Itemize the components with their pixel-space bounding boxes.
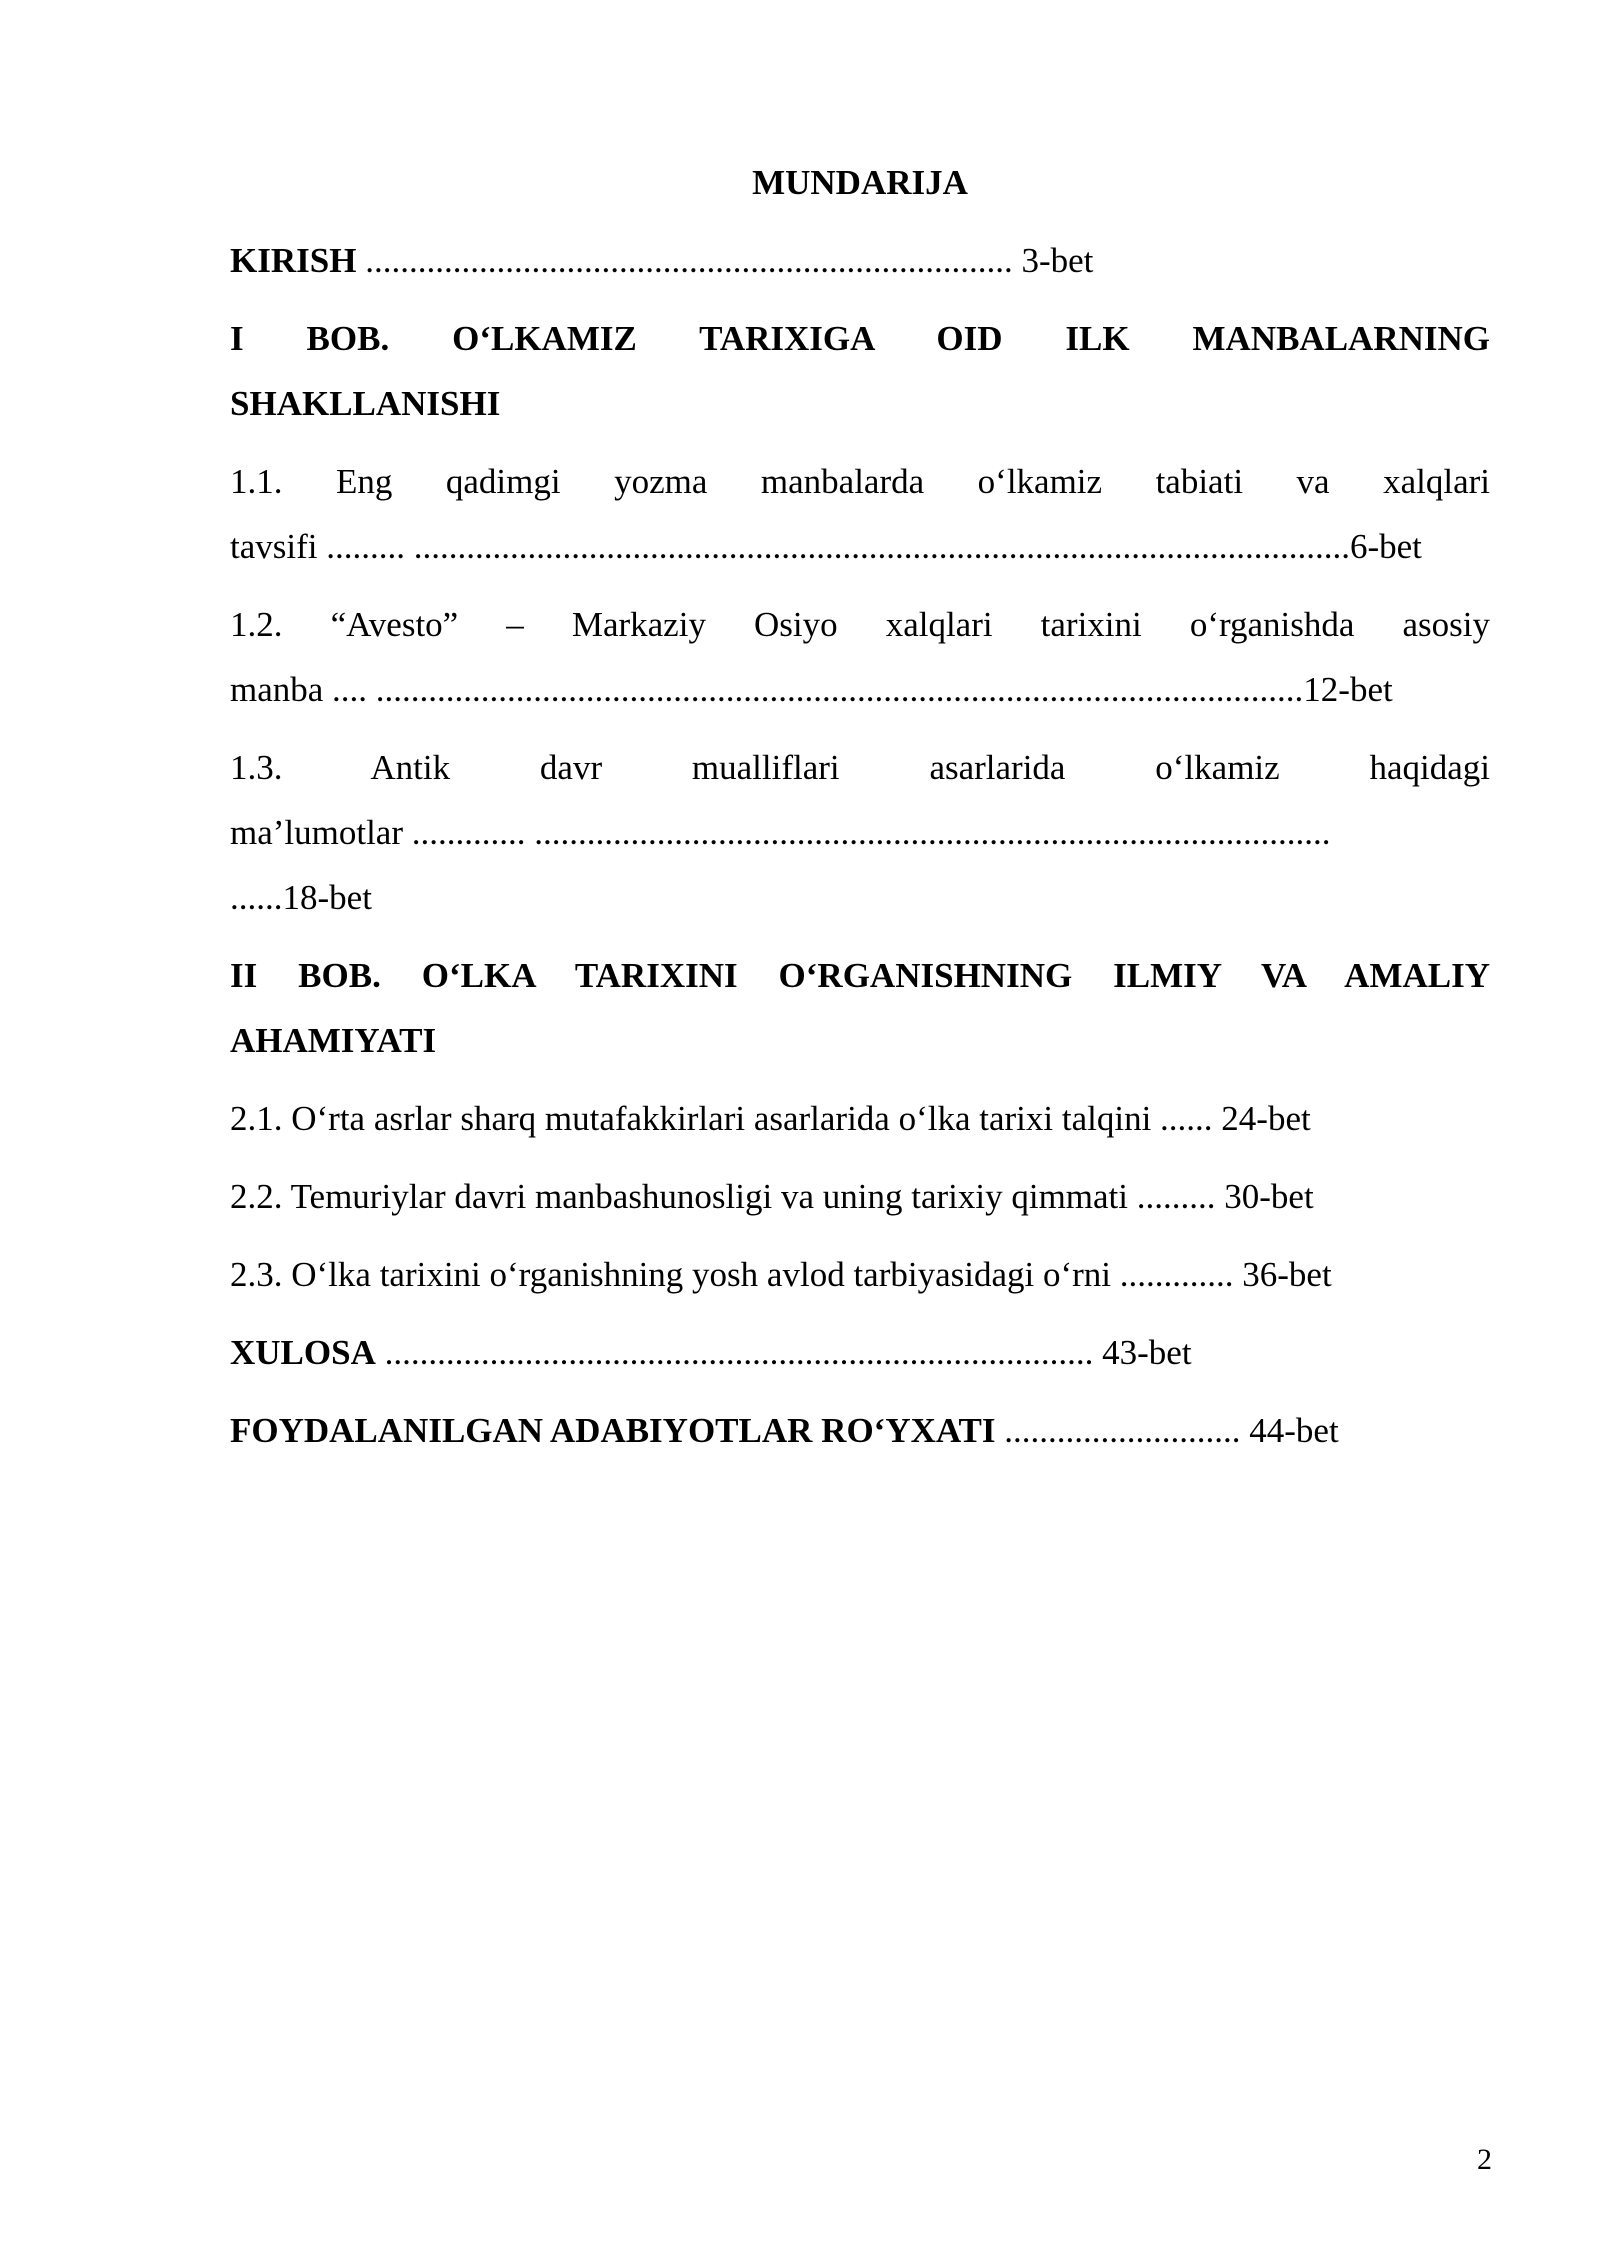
toc-leader-dots: ........................... — [995, 1411, 1241, 1450]
toc-entry-label: XULOSA — [230, 1333, 376, 1372]
toc-section-line: 1.3. Antik davr mualliflari asarlarida o‘lkamiz haqidagi — [230, 748, 1490, 787]
toc-section-2-3: 2.3. O‘lka tarixini o‘rganishning yosh avlod tarbiyasidagi o‘rni ............. 36-bet — [230, 1255, 1332, 1294]
toc-chapter-2 — [230, 943, 1490, 1073]
toc-title: MUNDARIJA — [752, 163, 968, 202]
toc-section-1-3 — [230, 735, 1490, 930]
toc-section-line: manba .... ..........................................................................................................12-bet — [230, 670, 1393, 709]
toc-section-line: tavsifi ......... ...........................................................................................................6-bet — [230, 527, 1422, 566]
toc-entry-kirish — [230, 228, 1490, 293]
toc-chapter-1 — [230, 306, 1490, 436]
toc-section-1-2 — [230, 592, 1490, 722]
table-of-contents — [230, 150, 1490, 1476]
toc-page-ref: 44-bet — [1240, 1411, 1339, 1450]
toc-entry-label: KIRISH — [230, 241, 357, 280]
toc-chapter-line: I BOB. O‘LKAMIZ TARIXIGA OID ILK MANBALARNING — [230, 319, 1490, 358]
toc-entry-adabiyotlar — [230, 1398, 1490, 1463]
page-number: 2 — [1477, 2143, 1492, 2176]
toc-entry-label: FOYDALANILGAN ADABIYOTLAR RO‘YXATI — [230, 1411, 996, 1450]
toc-section-line: 1.2. “Avesto” – Markaziy Osiyo xalqlari tarixini o‘rganishda asosiy — [230, 605, 1490, 644]
toc-section-2-1: 2.1. O‘rta asrlar sharq mutafakkirlari asarlarida o‘lka tarixi talqini ...... 24-bet — [230, 1099, 1311, 1138]
toc-page-ref: 3-bet — [1012, 241, 1094, 280]
toc-leader-dots: ................................................................................. — [375, 1333, 1094, 1372]
toc-section-2-2: 2.2. Temuriylar davri manbashunosligi va uning tarixiy qimmati ......... 30-bet — [230, 1177, 1314, 1216]
toc-page-ref: 43-bet — [1093, 1333, 1192, 1372]
toc-section-1-1 — [230, 449, 1490, 579]
toc-section-line: ma’lumotlar ............. ........................................................................................... — [230, 813, 1331, 852]
toc-chapter-line: SHAKLLANISHI — [230, 384, 501, 423]
toc-chapter-line: AHAMIYATI — [230, 1021, 437, 1060]
toc-section-line: 1.1. Eng qadimgi yozma manbalarda o‘lkamiz tabiati va xalqlari — [230, 462, 1490, 501]
toc-section-line: ......18-bet — [230, 878, 372, 917]
toc-chapter-line: II BOB. O‘LKA TARIXINI O‘RGANISHNING ILMIY VA AMALIY — [230, 956, 1490, 995]
toc-entry-xulosa — [230, 1320, 1490, 1385]
toc-leader-dots: .......................................................................... — [356, 241, 1013, 280]
